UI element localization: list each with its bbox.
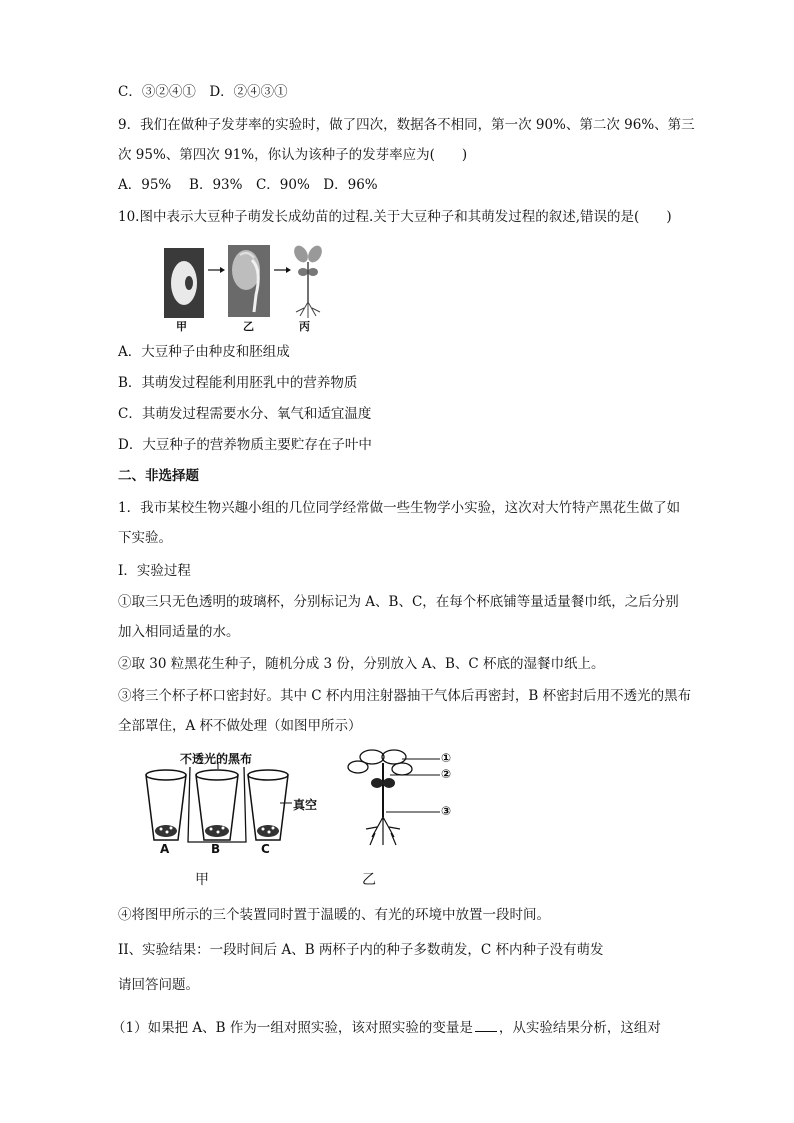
step2: ②取 30 粒黑花生种子，随机分成 3 份，分别放入 A、B、C 杯底的湿餐巾纸上。 <box>118 656 605 672</box>
step1-line2: 加入相同适量的水。 <box>118 624 240 640</box>
cups-diagram <box>146 763 292 842</box>
cup-label-b: B <box>211 842 221 856</box>
part-label-1: ① <box>441 751 452 765</box>
q1-stem-line2: 下实验。 <box>118 530 172 546</box>
cup-label-c: C <box>261 842 270 856</box>
question-1-part-a: （1）如果把 A、B 作为一组对照实验，该对照实验的变量是 <box>112 1020 473 1036</box>
please-answer: 请回答问题。 <box>118 977 199 993</box>
figure-caption-jia: 甲 <box>195 872 209 888</box>
section-heading: 二、非选择题 <box>118 468 199 484</box>
experiment-process-heading: I．实验过程 <box>118 563 191 579</box>
black-cloth-label: 不透光的黑布 <box>180 752 253 766</box>
q9-stem-line2: 次 95%、第四次 91%，你认为该种子的发芽率应为( ) <box>118 147 468 163</box>
q10-stem: 10.图中表示大豆种子萌发长成幼苗的过程.关于大豆种子和其萌发过程的叙述,错误的是( ) <box>118 209 672 225</box>
part-label-2: ② <box>441 767 452 781</box>
seedling-drawing <box>291 243 324 318</box>
fig1-label-jia: 甲 <box>176 320 187 333</box>
part-label-3: ③ <box>441 804 452 818</box>
fig1-label-bing: 丙 <box>299 320 310 333</box>
vacuum-label: 真空 <box>293 798 318 812</box>
q9-options: A．95% B．93% C．90% D．96% <box>118 177 378 193</box>
step4: ④将图甲所示的三个装置同时置于温暖的、有光的环境中放置一段时间。 <box>118 907 550 923</box>
cup-label-a: A <box>160 842 170 856</box>
answer-blank[interactable] <box>475 1019 497 1032</box>
fig1-label-yi: 乙 <box>243 320 254 333</box>
q8-options-cd: C．③②④① D．②④③① <box>118 84 288 100</box>
question-1 <box>112 1018 661 1038</box>
q10-option-b: B．其萌发过程能利用胚乳中的营养物质 <box>118 375 358 391</box>
q10-option-c: C．其萌发过程需要水分、氧气和适宜温度 <box>118 406 372 422</box>
q10-option-d: D．大豆种子的营养物质主要贮存在子叶中 <box>118 437 372 453</box>
step1-line1: ①取三只无色透明的玻璃杯，分别标记为 A、B、C，在每个杯底铺等量适量餐巾纸，之后分别 <box>118 594 679 610</box>
experiment-results: II、实验结果：一段时间后 A、B 两杯子内的种子多数萌发，C 杯内种子没有萌发 <box>118 942 604 958</box>
step3-line1: ③将三个杯子杯口密封好。其中 C 杯内用注射器抽干气体后再密封，B 杯密封后用不透光的黑布 <box>118 688 692 704</box>
question-1-part-b: ，从实验结果分析，这组对 <box>498 1020 661 1036</box>
step3-line2: 全部罩住，A 杯不做处理（如图甲所示） <box>118 718 362 734</box>
q1-stem-line1: 1．我市某校生物兴趣小组的几位同学经常做一些生物学小实验，这次对大竹特产黑花生做了如 <box>118 500 681 516</box>
peanut-seedling <box>348 750 440 845</box>
figure-caption-yi: 乙 <box>362 872 376 888</box>
q9-stem-line1: 9．我们在做种子发芽率的实验时，做了四次，数据各不相同，第一次 90%、第二次 96%、第三 <box>118 117 695 133</box>
q10-option-a: A．大豆种子由种皮和胚组成 <box>118 344 290 360</box>
